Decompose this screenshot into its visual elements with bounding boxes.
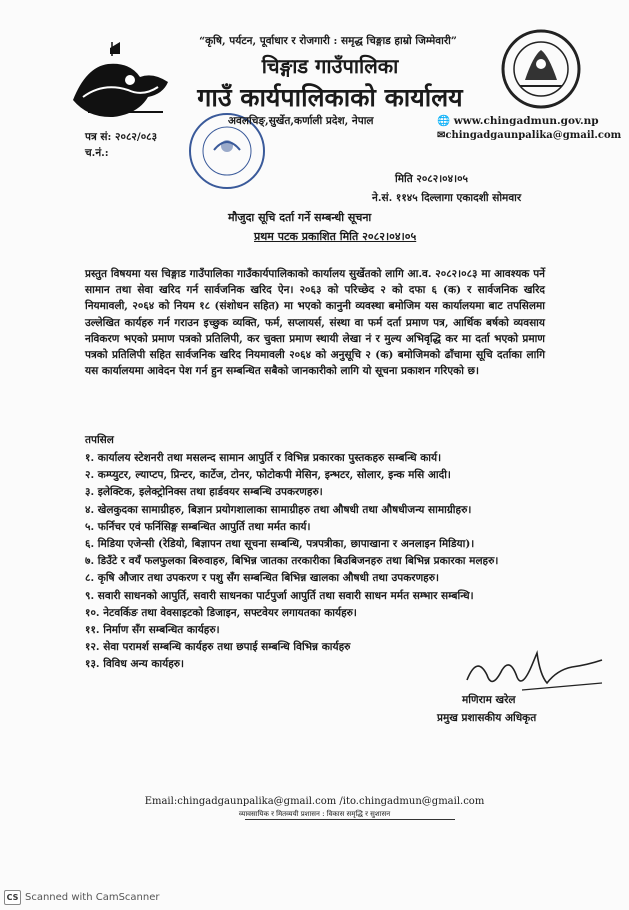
handwritten-signature	[462, 645, 612, 700]
list-item: ९. सवारी साधनको आपुर्ति, सवारी साधनका पार्टपुर्जा आपुर्ति तथा सवारी साधन मर्मत सम्भार सम्बन्धि।	[85, 589, 474, 602]
dispatch-number: च.नं.:	[85, 147, 109, 159]
list-item: ६. मिडिया एजेन्सी (रेडियो, बिज्ञापन तथा सूचना सम्बन्धि, पत्रपत्रीका, छापाखाना र अनलाइन मिडिया)।	[85, 538, 475, 551]
header-email[interactable]	[437, 130, 621, 141]
notice-body-paragraph: प्रस्तुत विषयमा यस चिङ्गाड गाउँपालिका गाउँकार्यपालिकाको कार्यालय सुर्खेतको लागि आ.व. २०८२।०८३ मा आवश्यक पर्ने सामान तथा सेवा खरिद गर्न सार्वजनिक खरिद ऐन। २०६३ को परिच्छेद २ को दफा ६ (क) र सार्वजनिक खरिद नियमावली, २०६४ को नियम १८ (संशोधन सहित) मा भएको कानुनी व्यवस्था बमोजिम यस कार्यालयमा बाट तपसिलमा उल्लेखित कार्यहरु गर्न गराउन इच्छुक व्यक्ति, फर्म, सप्लायर्स, संस्था वा फर्म दर्ता प्रमाण पत्र, आर्थिक बर्षको व्यवसाय नविकरण भएको प्रमाण पत्रको प्रतिलिपी, कर चुक्ता प्रमाण स्थायी लेखा नं र मुल्य अभिवृद्धि कर मा दर्ता भएको प्रमाण पत्रको प्रतिलिपी सहित सार्वजनिक खरिद नियमावली २०६४ को अनुसूचि २ (क) बमोजिमको ढाँचामा सूचि दर्ताका लागि यस कार्यालयमा आवेदन पेश गर्न हुन सम्बन्धित सबैको जानकारीको लागि यो सूचना प्रकाशन गरिएको छ।	[85, 268, 545, 378]
office-name: गाउँ कार्यपालिकाको कार्यालय	[197, 83, 463, 112]
header-tagline: “कृषि, पर्यटन, पूर्वाधार र रोजगारी : समृद्ध चिङ्गाड हाम्रो जिम्मेवारी”	[199, 35, 457, 47]
signatory-title: प्रमुख प्रशासकीय अधिकृत	[437, 712, 537, 724]
signatory-name: मणिराम खरेल	[462, 694, 516, 706]
first-published-date: प्रथम पटक प्रकाशित मिति २०८२।०४।०५	[254, 230, 417, 243]
camscanner-text: Scanned with CamScanner	[25, 892, 160, 903]
circular-municipal-logo	[500, 28, 582, 110]
list-item: १०. नेटवर्किङ तथा वेवसाइटको डिजाइन, सफ्टवेयर लगायतका कार्यहरु।	[85, 606, 357, 619]
letter-reference-number: पत्र सं: २०८२/०८३	[85, 131, 158, 143]
notice-date: मिति २०८२।०४।०५	[395, 173, 468, 185]
list-item: ११. निर्माण सँग सम्बन्धित कार्यहरु।	[85, 624, 220, 637]
globe-icon: 🌐	[437, 115, 454, 127]
municipality-name: चिङ्गाड गाउँपालिका	[261, 54, 399, 78]
list-item: १३. विविध अन्य कार्यहरु।	[85, 658, 185, 671]
list-item: ४. खेलकुदका सामाग्रीहरु, बिज्ञान प्रयोगशालाका सामाग्रीहरु तथा औषधी तथा औषधीजन्य सामाग्रीहरु।	[85, 503, 472, 516]
list-item: १. कार्यालय स्टेशनरी तथा मसलन्द सामान आपुर्ति र विभिन्न प्रकारका पुस्तकहरु सम्बन्धि कार्य।	[85, 452, 442, 464]
list-item: ३. इलेक्टिक, इलेक्ट्रोनिक्स तथा हार्डवयर सम्बन्धि उपकरणहरु।	[85, 486, 323, 499]
mail-icon: ✉	[437, 130, 446, 141]
website-text: www.chingadmun.gov.np	[453, 115, 599, 127]
nepal-sambat-date: ने.सं. ११४५ दिल्लागा एकादशी सोमवार	[372, 192, 522, 204]
list-item: ५. फर्निचर एवं फर्निसिङ्ग सम्बन्धित आपुर्ति तथा मर्मत कार्य।	[85, 520, 311, 533]
footer-emails: Email:chingadgaunpalika@gmail.com /ito.chingadmun@gmail.com	[144, 796, 485, 807]
header-email-text: chingadgaunpalika@gmail.com	[445, 130, 622, 141]
schedule-heading: तपसिल	[85, 434, 114, 446]
list-item: २. कम्प्युटर, ल्याप्टप, प्रिन्टर, कार्टेज, टोनर, फोटोकपी मेसिन, इन्भटर, सोलार, इन्क मसि आदी।	[85, 469, 451, 482]
office-address: अवलचिङ्,सुर्खेत,कर्णाली प्रदेश, नेपाल	[228, 115, 374, 127]
camscanner-logo-icon: CS	[4, 890, 21, 905]
list-item: ८. कृषि औजार तथा उपकरण र पशु सँग सम्बन्धित बिभिन्न खालका औषधी तथा उपकरणहरु।	[85, 572, 440, 585]
list-item: ७. डिउँटे र वयँ फलफुलका बिरुवाहरु, बिभिन्न जातका तरकारीका बिउबिजनहरु तथा बिभिन्न प्रकारका मलहरु।	[85, 555, 499, 568]
work-categories-list	[85, 450, 555, 674]
footer-divider	[245, 819, 455, 820]
footer-motto: व्यावसायिक र मितव्ययी प्रशासन : विकास समृद्धि र सुशासन	[238, 810, 391, 818]
website-link[interactable]	[437, 114, 599, 127]
camscanner-watermark	[4, 889, 160, 906]
list-item: १२. सेवा परामर्श सम्बन्धि कार्यहरु तथा छपाई सम्बन्धि विभिन्न कार्यहरु	[85, 641, 351, 654]
notice-subject: मौजुदा सूचि दर्ता गर्ने सम्बन्धी सूचना	[228, 211, 372, 224]
